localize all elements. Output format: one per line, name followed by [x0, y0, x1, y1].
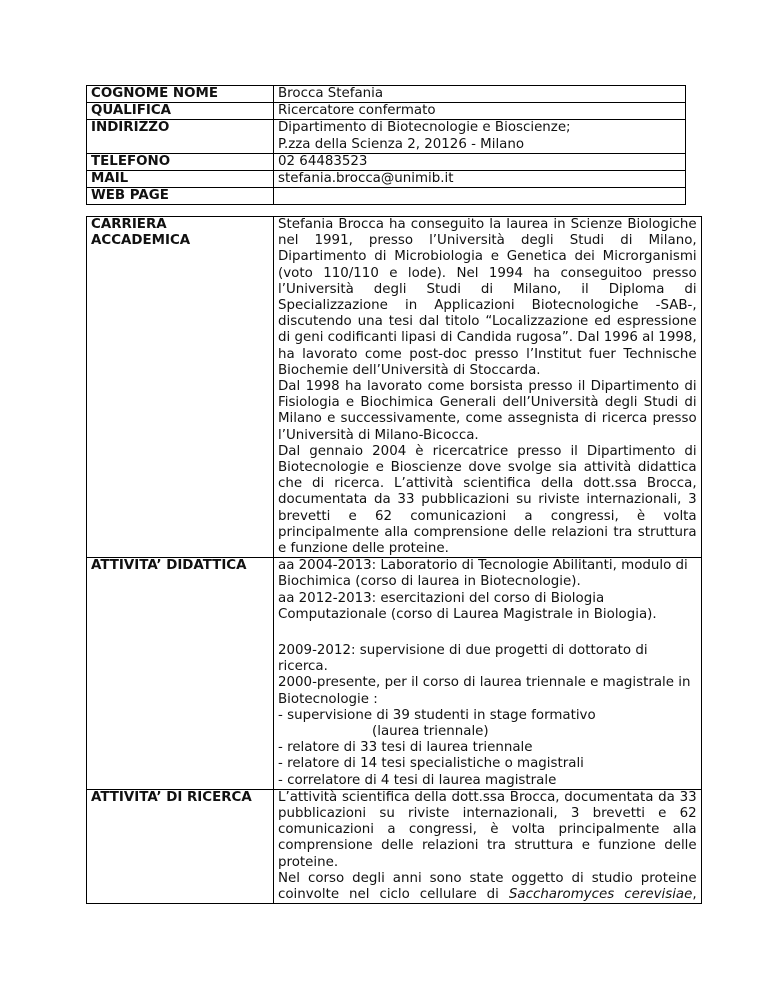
- text-line: aa 2004-2013: Laboratorio di Tecnologie Abilitanti, modulo di: [278, 558, 688, 574]
- text-line: nel 1991, presso l’Università degli Studi di Milano,: [278, 233, 697, 249]
- research-label: ATTIVITA’ DI RICERCA: [87, 789, 274, 903]
- text-line: L’attività scientifica della dott.ssa Brocca, documentata da 33: [278, 789, 697, 805]
- list-item: - relatore di 14 tesi specialistiche o magistrali: [278, 756, 584, 772]
- text-line: Dipartimento di Microbiologia e Genetica dei Microrganismi: [278, 249, 697, 265]
- text-line: Stefania Brocca ha conseguito la laurea in Scienze Biologiche: [278, 217, 697, 232]
- career-text: [274, 217, 702, 558]
- text-line: principalmente alla comprensione delle relazioni tra struttura: [278, 524, 697, 540]
- table-row: [87, 558, 702, 790]
- cv-details-table: [86, 216, 702, 904]
- row-label-qualifica: QUALIFICA: [87, 103, 274, 120]
- row-label-mail: MAIL: [87, 171, 274, 188]
- list-item: - supervisione di 39 studenti in stage formativo: [278, 707, 596, 723]
- text-line: Biotecnologie :: [278, 691, 378, 707]
- text-line: Biotecnologie e Bioscienze dove svolge sia attività didattica: [278, 460, 697, 476]
- career-label: CARRIERA: [91, 217, 167, 232]
- text-line: (voto 110/110 e lode). Nel 1994 ha conseguitoo presso: [278, 265, 697, 281]
- text-line: Biochemie dell’Università di Stoccarda.: [278, 362, 541, 378]
- text-line: l’Università di Milano-Bicocca.: [278, 427, 479, 443]
- teaching-text: [274, 558, 702, 790]
- text-line: comunicazioni a congressi, è volta principalmente alla: [278, 822, 697, 838]
- text-line: documentata da 33 pubblicazioni su riviste internazionali, 3: [278, 492, 697, 508]
- text-line: Dal gennaio 2004 è ricercatrice presso il Dipartimento di: [278, 443, 697, 459]
- species-name: Saccharomyces cerevisiae: [508, 887, 693, 903]
- table-row: [87, 171, 686, 188]
- text-line: Fisiologia e Biochimica Generali dell’Università degli Studi di: [278, 395, 697, 411]
- table-row: [87, 188, 686, 205]
- text-line: e funzione delle proteine.: [278, 541, 449, 557]
- email-value[interactable]: stefania.brocca@unimib.it: [278, 171, 454, 187]
- name-value: Brocca Stefania: [278, 86, 384, 101]
- row-label-telefono: TELEFONO: [87, 153, 274, 170]
- web-page-value[interactable]: [278, 188, 681, 204]
- career-label: ACCADEMICA: [91, 233, 191, 249]
- contact-info-table: [86, 85, 686, 205]
- text-line: pubblicazioni su riviste internazionali, 3 brevetti e 62: [278, 806, 697, 822]
- list-item-continuation: (laurea triennale): [372, 724, 489, 740]
- research-text: [274, 789, 702, 903]
- text-line: discutendo una tesi dal titolo “Localizzazione ed espressione: [278, 314, 697, 330]
- phone-value: 02 64483523: [278, 153, 368, 169]
- text-line: di geni codificanti lipasi di Candida rugosa”. Dal 1996 al 1998,: [278, 330, 697, 346]
- text-line: brevetti e 62 comunicazioni a congressi, è volta: [278, 508, 697, 524]
- row-label-indirizzo: INDIRIZZO: [87, 120, 274, 153]
- text-line: Specializzazione in Applicazioni Biotecnologiche -SAB-,: [278, 298, 697, 314]
- table-row: [87, 217, 702, 558]
- text-line: aa 2012-2013: esercitazioni del corso di Biologia: [278, 590, 605, 606]
- table-row: [87, 86, 686, 103]
- list-item: - correlatore di 4 tesi di laurea magistrale: [278, 772, 557, 788]
- text-line: Biochimica (corso di laurea in Biotecnologie).: [278, 574, 581, 590]
- row-label-name: COGNOME NOME: [87, 86, 274, 103]
- text-line: l’Università degli Studi di Milano, il Diploma di: [278, 281, 697, 297]
- teaching-label: ATTIVITA’ DIDATTICA: [87, 558, 274, 790]
- text-line: Nel corso degli anni sono state oggetto di studio proteine: [278, 870, 697, 886]
- text-line: Milano e successivamente, come assegnista di ricerca presso: [278, 411, 697, 427]
- text-line: comprensione delle relazioni tra struttura e funzione delle: [278, 838, 697, 854]
- address-line: P.zza della Scienza 2, 20126 - Milano: [278, 136, 525, 152]
- address-line: Dipartimento di Biotecnologie e Bioscienze;: [278, 120, 571, 136]
- list-item: - relatore di 33 tesi di laurea triennale: [278, 740, 533, 756]
- text-line: 2000-presente, per il corso di laurea triennale e magistrale in: [278, 675, 691, 691]
- text-line: coinvolte nel ciclo cellulare di Saccharomyces cerevisiae,: [278, 887, 697, 903]
- text-line: proteine.: [278, 854, 339, 870]
- text-line: Dal 1998 ha lavorato come borsista presso il Dipartimento di: [278, 379, 697, 395]
- text-line: ricerca.: [278, 659, 328, 675]
- table-row: [87, 153, 686, 170]
- text-line: Computazionale (corso di Laurea Magistrale in Biologia).: [278, 606, 657, 622]
- table-row: [87, 789, 702, 903]
- table-row: [87, 103, 686, 120]
- qualifica-value: Ricercatore confermato: [278, 103, 436, 119]
- text-line: ha lavorato come post-doc presso l’Institut fuer Technische: [278, 346, 697, 362]
- row-label-web-page: WEB PAGE: [87, 188, 274, 205]
- text-line: 2009-2012: supervisione di due progetti di dottorato di: [278, 643, 648, 659]
- table-row: [87, 120, 686, 153]
- text-line: che di ricerca. L’attività scientifica della dott.ssa Brocca,: [278, 476, 697, 492]
